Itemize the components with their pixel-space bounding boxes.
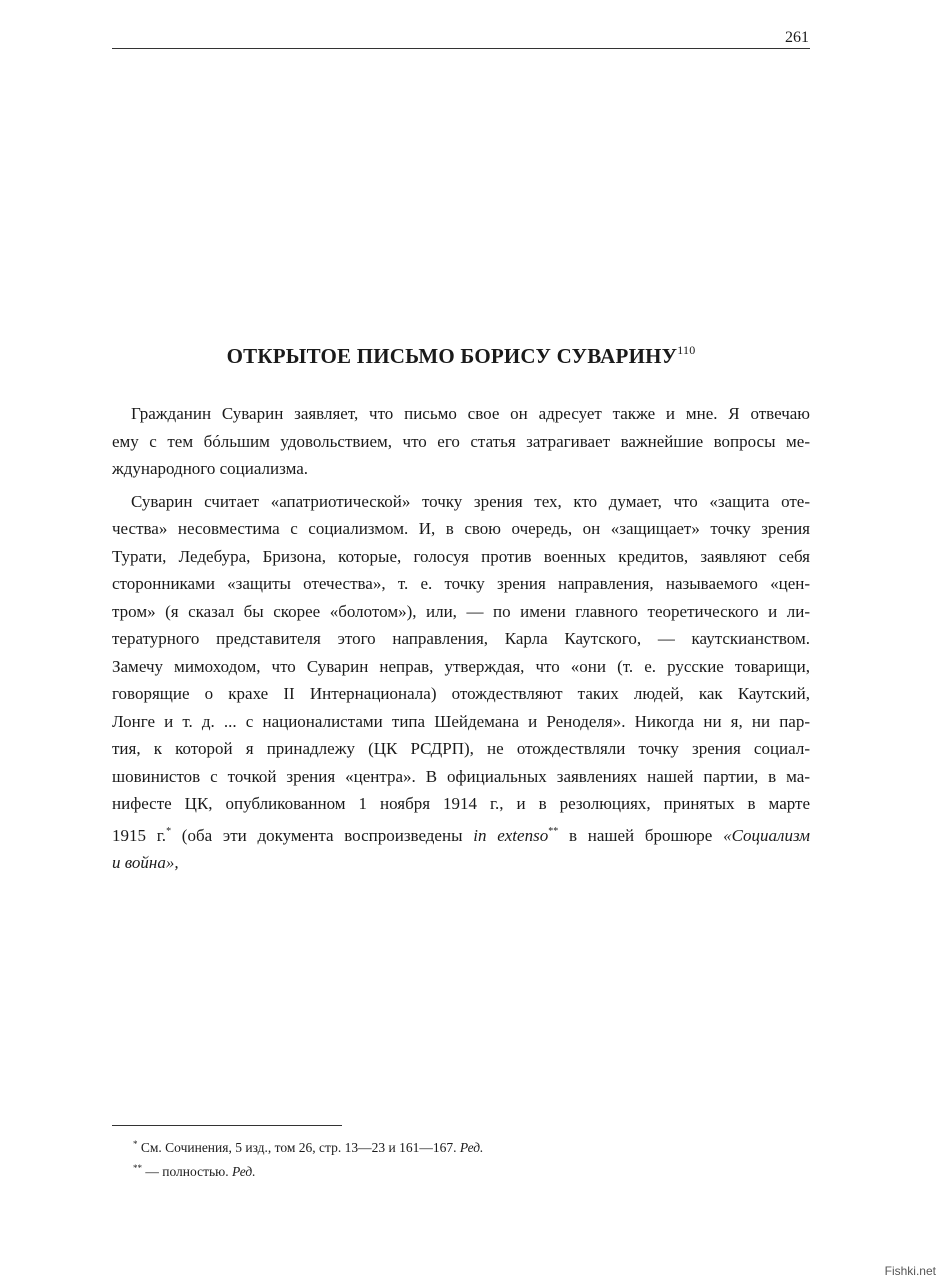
footnote-text: См. Сочинения, 5 изд., том 26, стр. 13—23 и 161—167.	[137, 1140, 460, 1155]
paragraph-1	[112, 400, 810, 483]
text-line: чества» несовместима с социализмом. И, в свою очередь, он «защищает» точку зрения	[112, 519, 810, 538]
text-line: говорящие о крахе II Интернационала) отождествляют таких людей, как Каутский,	[112, 684, 810, 703]
text-line: ему с тем бóльшим удовольствием, что его статья затрагивает важнейшие вопросы ме-	[112, 431, 810, 451]
footnote-text: — полностью.	[142, 1164, 232, 1179]
paragraph-2	[112, 488, 810, 877]
chapter-title-text: ОТКРЫТОЕ ПИСЬМО БОРИСУ СУВАРИНУ	[226, 344, 678, 368]
text-line: тия, к которой я принадлежу (ЦК РСДРП), не отождествляли точку зрения социал-	[112, 739, 810, 758]
chapter-title	[112, 343, 810, 369]
text-line: тературного представителя этого направления, Карла Каутского, — каутскианством.	[112, 629, 810, 648]
text-line: Гражданин Суварин заявляет, что письмо свое он адресует также и мне. Я отвечаю	[131, 404, 810, 423]
footnote-mark-1: *	[166, 825, 172, 837]
editor-note: Ред.	[459, 1140, 484, 1155]
watermark: Fishki.net	[884, 1264, 936, 1278]
text-line: шовинистов с точкой зрения «центра». В официальных заявлениях нашей партии, в ма-	[112, 766, 810, 786]
footnote-2	[133, 1158, 483, 1182]
footnote-mark: *	[133, 1139, 138, 1149]
text-segment: (оба эти документа воспроизведены	[171, 825, 474, 845]
text-line: ждународного социализма.	[112, 459, 309, 478]
italic-term: in extenso	[473, 825, 549, 845]
header-rule	[112, 48, 810, 49]
text-line: Суварин считает «апатриотической» точку зрения тех, кто думает, что «защита оте-	[131, 491, 810, 511]
title-note-reference: 110	[677, 343, 696, 357]
year-text: 1915 г.	[112, 825, 167, 845]
text-line: Турати, Ледебура, Бризона, которые, голосуя против военных кредитов, заявляют себя	[112, 546, 810, 566]
footnote-rule	[112, 1125, 342, 1126]
footnote-1	[133, 1134, 483, 1158]
text-line: Лонге и т. д. ... с националистами типа Шейдемана и Ренодeля». Никогда ни я, ни пар-	[112, 711, 810, 731]
brochure-title-part: «Социализм	[723, 825, 811, 845]
text-line: сторонниками «защиты отечества», т. е. точку зрения направления, называемого «цен-	[112, 574, 810, 593]
text-line: нифесте ЦК, опубликованном 1 ноября 1914 г., и в резолюциях, принятых в марте	[112, 794, 810, 813]
text-line: тром» (я сказал бы скорее «болотом»), или, — по имени главного теоретического и ли-	[112, 601, 810, 621]
body-text	[112, 400, 810, 882]
text-line	[112, 849, 810, 877]
footnotes	[133, 1134, 483, 1182]
footnote-mark: **	[133, 1163, 142, 1173]
text-line: Замечу мимоходом, что Суварин неправ, утверждая, что «они (т. е. русские товарищи,	[112, 656, 810, 676]
page-number: 261	[785, 29, 809, 46]
footnote-mark-2: **	[548, 825, 559, 837]
text-line	[112, 818, 810, 850]
brochure-title-part: и война»,	[112, 853, 179, 872]
text-segment: в нашей брошюре	[558, 825, 724, 845]
editor-note: Ред.	[231, 1164, 256, 1179]
